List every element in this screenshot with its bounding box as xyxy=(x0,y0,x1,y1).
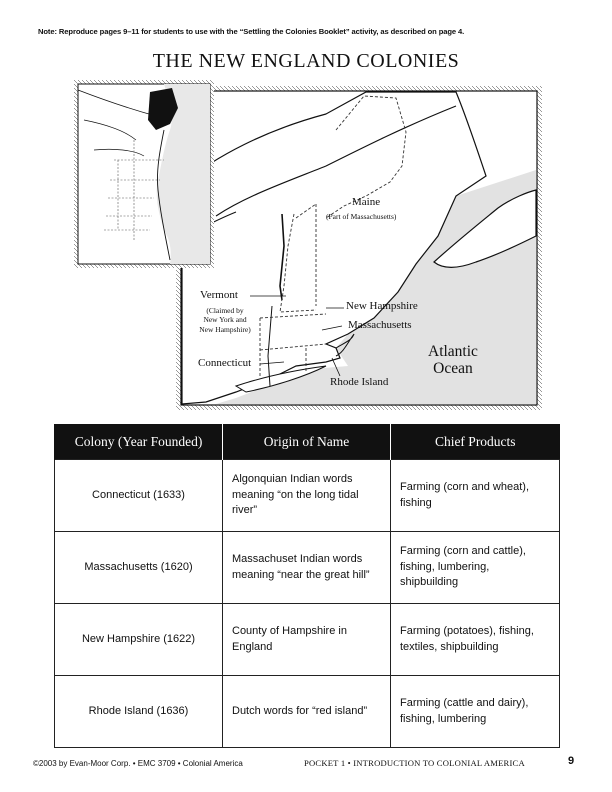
map-label-new-hampshire: New Hampshire xyxy=(346,300,418,312)
colonies-table xyxy=(54,424,560,748)
map-label-maine-note: (Part of Massachusetts) xyxy=(326,212,397,221)
header-colony: Colony (Year Founded) xyxy=(55,424,223,460)
origin-cell: Algonquian Indian words meaning “on the long tidal river” xyxy=(223,460,391,532)
colony-cell: Connecticut (1633) xyxy=(55,460,223,532)
map-label-ocean: Atlantic Ocean xyxy=(428,343,478,378)
products-cell: Farming (potatoes), fishing, textiles, shipbuilding xyxy=(391,604,560,676)
colony-cell: Rhode Island (1636) xyxy=(55,676,223,748)
map-label-rhode-island: Rhode Island xyxy=(330,376,389,388)
map-label-massachusetts: Massachusetts xyxy=(348,319,412,331)
products-cell: Farming (corn and wheat), fishing xyxy=(391,460,560,532)
map-label-connecticut: Connecticut xyxy=(198,357,252,369)
table-header-row xyxy=(55,424,560,460)
footer-copyright: ©2003 by Evan-Moor Corp. • EMC 3709 • Colonial America xyxy=(33,759,243,768)
footer-section: POCKET 1 • INTRODUCTION TO COLONIAL AMERICA xyxy=(304,758,525,768)
table-row xyxy=(55,676,560,748)
table-row xyxy=(55,460,560,532)
colony-cell: New Hampshire (1622) xyxy=(55,604,223,676)
products-cell: Farming (cattle and dairy), fishing, lumbering xyxy=(391,676,560,748)
header-origin: Origin of Name xyxy=(223,424,391,460)
map-label-vermont: Vermont xyxy=(200,289,238,301)
reproduction-note: Note: Reproduce pages 9–11 for students to use with the “Settling the Colonies Booklet” activity, as described on page 4. xyxy=(38,27,465,36)
origin-cell: Massachuset Indian words meaning “near the great hill” xyxy=(223,532,391,604)
origin-cell: Dutch words for “red island” xyxy=(223,676,391,748)
products-cell: Farming (corn and cattle), fishing, lumbering, shipbuilding xyxy=(391,532,560,604)
colony-cell: Massachusetts (1620) xyxy=(55,532,223,604)
page-title: THE NEW ENGLAND COLONIES xyxy=(152,50,460,72)
map-label-vermont-note: (Claimed by New York and New Hampshire) xyxy=(199,306,251,334)
table-row xyxy=(55,532,560,604)
map-label-maine: Maine xyxy=(352,196,381,208)
table-row xyxy=(55,604,560,676)
page-number: 9 xyxy=(568,755,575,767)
inset-locator-map xyxy=(74,80,214,268)
origin-cell: County of Hampshire in England xyxy=(223,604,391,676)
header-products: Chief Products xyxy=(391,424,560,460)
